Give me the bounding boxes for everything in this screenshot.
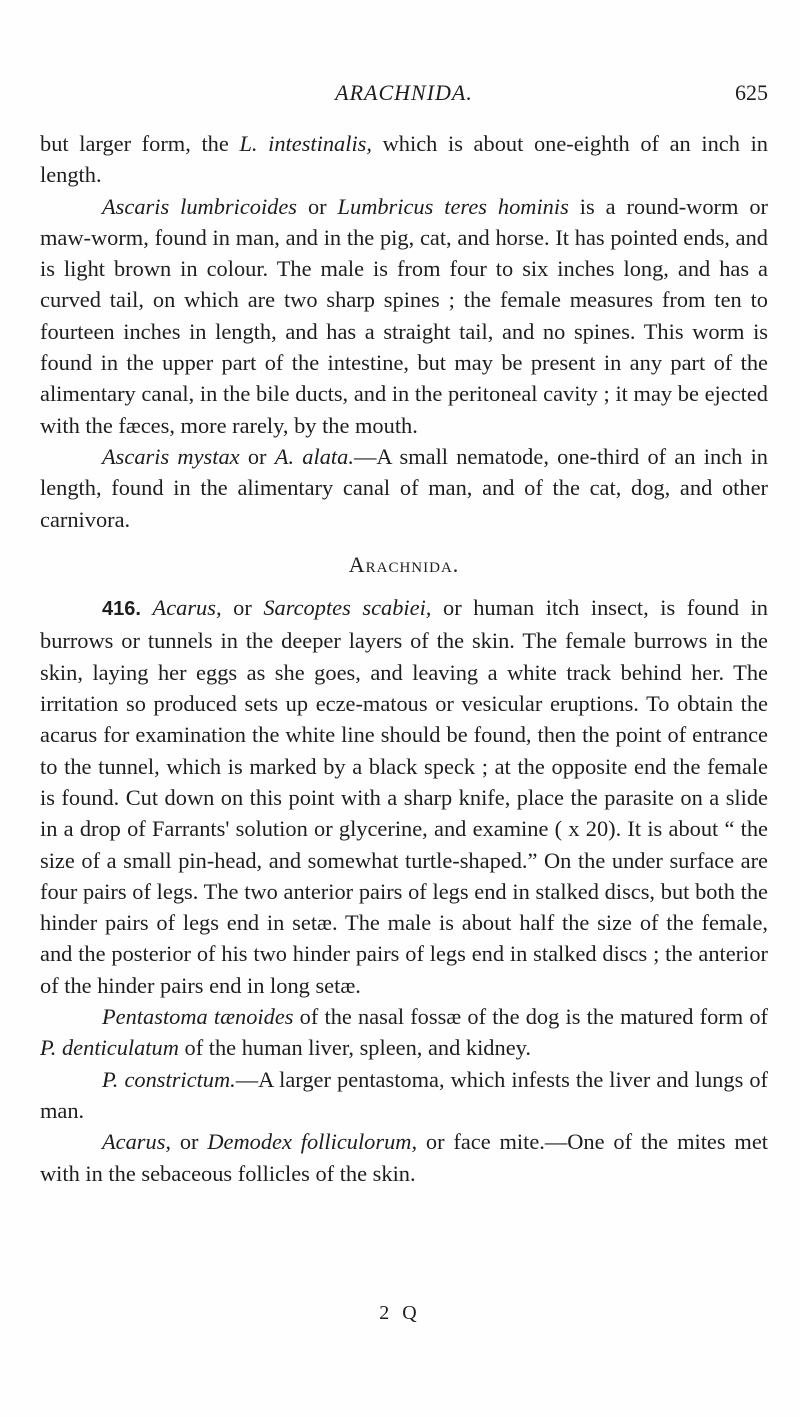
running-header	[40, 80, 768, 112]
paragraph-ascaris-mystax: Ascaris mystax or A. alata.—A small nematode, one-third of an inch in length, found in the alimentary canal of man, and of the cat, dog, and other carnivora.	[40, 443, 768, 532]
paragraph-p-constrictum: P. constrictum.—A larger pentastoma, which infests the liver and lungs of man.	[40, 1066, 768, 1123]
species-name: Lumbricus teres hominis	[337, 193, 569, 219]
species-name: P. constrictum.	[102, 1066, 236, 1092]
species-name: Demodex folliculorum,	[207, 1129, 418, 1155]
body-text	[40, 128, 768, 1189]
species-name: Sarcoptes scabiei,	[263, 595, 432, 621]
species-name: Acarus,	[152, 595, 222, 621]
species-name: Pentastoma tænoides	[102, 1004, 294, 1030]
paragraph-intestinalis: but larger form, the L. intestinalis, which is about one-eighth of an inch in length.	[40, 131, 768, 188]
paragraph-acarus-scabiei: 416. Acarus, or Sarcoptes scabiei, or human itch insect, is found in burrows or tunnels in the deeper layers of the skin. The female burrows in the skin, laying her eggs as she goes, and leaving a white track behind her. The irritation so produced sets up ecze-matous or vesicular eruptions. To obtain the acarus for examination the white line should be found, then the point of entrance to the tunnel, which is marked by a black speck ; at the opposite end the female is found. Cut down on this point with a sharp knife, place the parasite on a slide in a drop of Farrants' solution or glycerine, and examine ( x 20). It is about “ the size of a small pin-head, and somewhat turtle-shaped.” On the under surface are four pairs of legs. The two anterior pairs of legs end in stalked discs, but both the hinder pairs of legs end in setæ. The male is about half the size of the female, and the posterior of his two hinder pairs of legs end in stalked discs ; the anterior of the hinder pairs end in long setæ.	[40, 595, 768, 998]
species-name: Acarus,	[102, 1129, 172, 1155]
paragraph-demodex: Acarus, or Demodex folliculorum, or face mite.—One of the mites met with in the sebaceous follicles of the skin.	[40, 1129, 768, 1186]
paragraph-pentastoma: Pentastoma tænoides of the nasal fossæ of the dog is the matured form of P. denticulatum of the human liver, spleen, and kidney.	[40, 1004, 768, 1061]
section-number: 416.	[102, 598, 141, 621]
page-number: 625	[735, 80, 768, 105]
printer-signature: 2 Q	[379, 1302, 421, 1324]
species-name: Ascaris mystax	[102, 443, 240, 469]
species-name: P. denticulatum	[40, 1035, 179, 1061]
species-name: L. intestinalis,	[239, 131, 372, 156]
running-title: ARACHNIDA.	[335, 80, 473, 105]
species-name: Ascaris lumbricoides	[102, 193, 298, 219]
paragraph-ascaris-lumbricoides: Ascaris lumbricoides or Lumbricus teres hominis is a round-worm or maw-worm, found in man, and in the pig, cat, and horse. It has pointed ends, and is light brown in colour. The male is from four to six inches long, and has a curved tail, on which are two sharp spines ; the female measures from ten to fourteen inches in length, and has a straight tail, and no spines. This worm is found in the upper part of the intestine, but may be present in any part of the alimentary canal, in the bile ducts, and in the peritoneal cavity ; it may be ejected with the fæces, more rarely, by the mouth.	[40, 193, 768, 438]
species-name: A. alata.	[274, 443, 354, 469]
section-heading: Arachnida.	[348, 551, 460, 577]
